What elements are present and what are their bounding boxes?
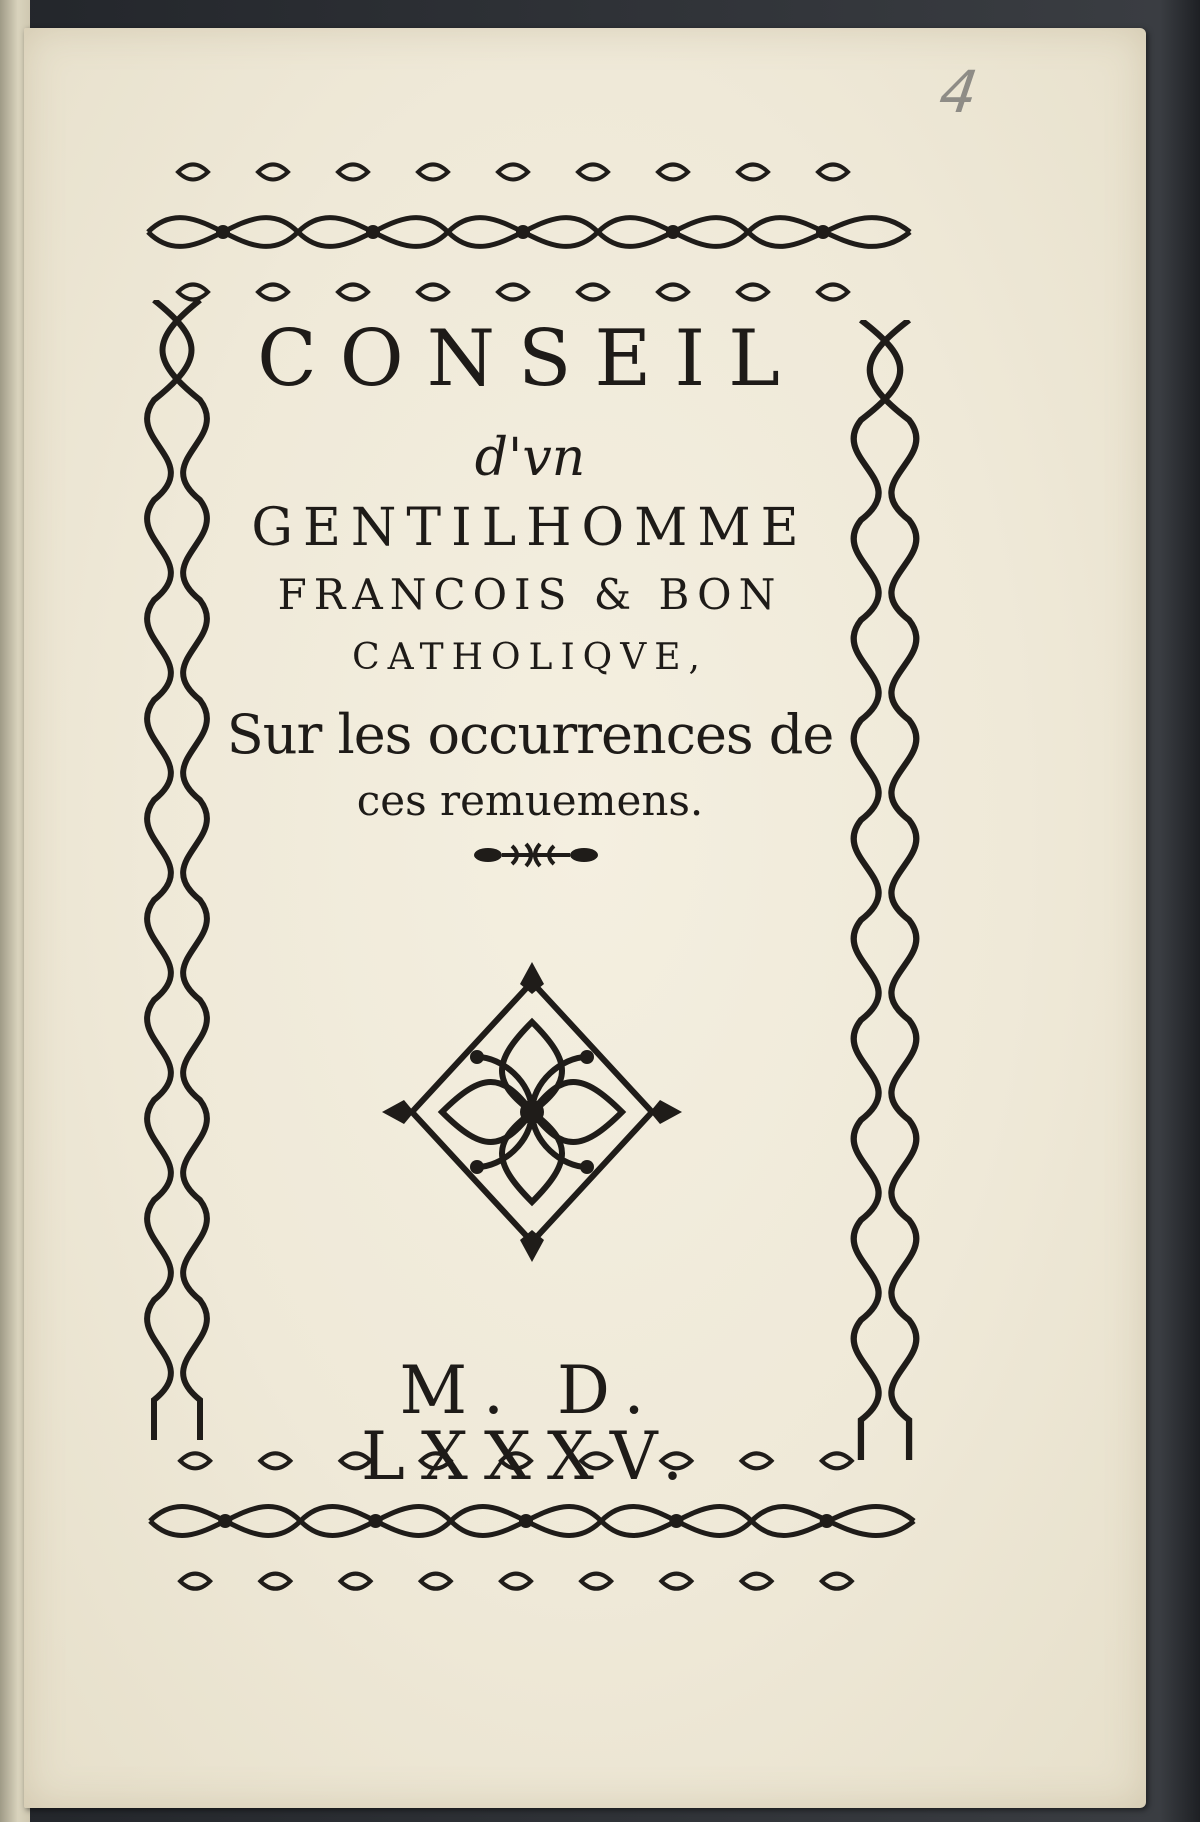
title-line-dvn: d'vn <box>474 428 586 488</box>
floral-lozenge-icon <box>382 962 682 1262</box>
title-line-gentilhomme: GENTILHOMME <box>251 498 809 558</box>
title-line-francois: FRANCOIS & BON <box>277 570 783 619</box>
title-line-conseil: CONSEIL <box>257 314 803 404</box>
title-line-sur-les-occurrences: Sur les occurrences de <box>226 703 834 766</box>
page-number: 4 <box>935 58 982 126</box>
title-line-catholique: CATHOLIQVE, <box>352 637 708 678</box>
top-fleuron-band-icon <box>138 152 920 310</box>
title-line-ces-remuemens: ces remuemens. <box>356 776 704 825</box>
right-interlace-border-icon <box>840 320 930 1460</box>
left-interlace-border-icon <box>134 300 220 1440</box>
fleuron-divider-icon <box>472 838 600 872</box>
imprint-date: M. D. LXXXV. <box>361 1352 699 1495</box>
